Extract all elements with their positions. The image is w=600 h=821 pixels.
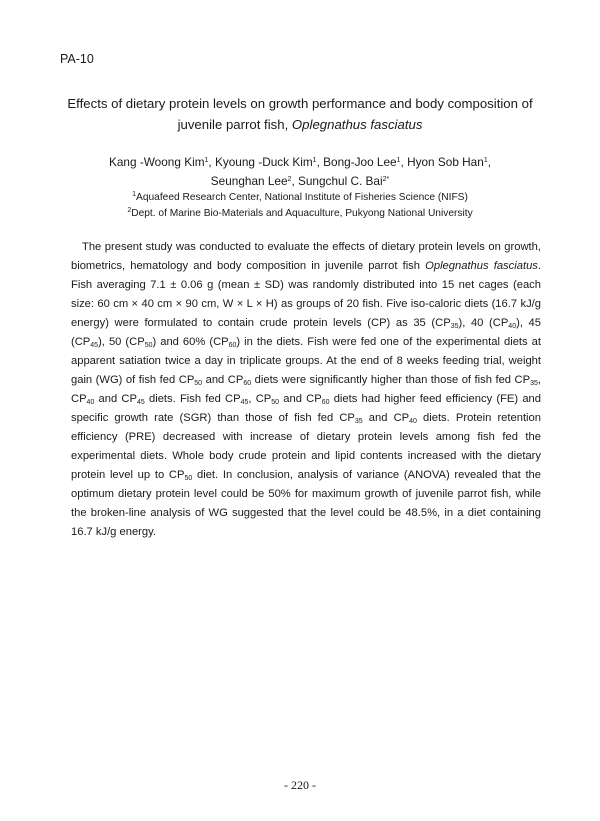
species-name: Oplegnathus fasciatus <box>425 260 538 272</box>
author-separator: , <box>316 155 324 169</box>
author-affil-mark: 2 <box>287 176 292 183</box>
cp-subscript: 50 <box>194 380 203 387</box>
affiliation-2 <box>50 206 550 222</box>
author-separator: , <box>291 174 298 188</box>
abstract-text: , CP <box>248 393 272 405</box>
cp-subscript: 45 <box>136 399 145 406</box>
author-separator: , <box>208 155 215 169</box>
cp-subscript: 50 <box>184 475 193 482</box>
author-name: Sungchul C. Bai <box>298 174 383 188</box>
cp-subscript: 60 <box>228 342 237 349</box>
title-line-2 <box>50 114 550 135</box>
author-line-2 <box>50 172 550 191</box>
cp-subscript: 50 <box>144 342 153 349</box>
title-species: Oplegnathus fasciatus <box>291 117 423 132</box>
affil-text: Aquafeed Research Center, National Institute of Fisheries Science (NIFS) <box>136 192 468 203</box>
cp-subscript: 50 <box>271 399 280 406</box>
affil-text: Dept. of Marine Bio-Materials and Aquaculture, Pukyong National University <box>131 207 473 219</box>
cp-subscript: 60 <box>321 399 330 406</box>
page-number: - 220 - <box>284 778 316 792</box>
abstract-text: The present study was conducted to evaluate the effects of dietary protein levels on growth, biometrics, hematology and body composition in juvenile parrot fish <box>71 241 541 272</box>
abstract-text: and CP <box>362 412 410 424</box>
cp-subscript: 45 <box>90 342 99 349</box>
cp-subscript: 60 <box>243 380 252 387</box>
cp-subscript: 35 <box>354 418 363 425</box>
abstract-text: and CP <box>94 393 137 405</box>
affiliation-list <box>50 190 550 221</box>
title-prefix: juvenile parrot fish, <box>177 117 292 132</box>
affiliation-1 <box>50 190 550 206</box>
abstract-code: PA-10 <box>60 52 94 66</box>
abstract-paragraph <box>71 238 541 542</box>
abstract-text: diets were significantly higher than those of fish fed CP <box>251 374 531 386</box>
abstract-text: diets. Protein retention efficiency (PRE) decreased with increase of dietary protein levels among fish fed the experimental diets. Whole body crude protein and lipid contents increased with the dietary protein level up to CP <box>71 412 541 481</box>
author-separator: , <box>400 155 408 169</box>
abstract-text: and CP <box>279 393 322 405</box>
abstract-text: diets had higher feed efficiency (FE) and specific growth rate (SGR) than those of fish fed CP <box>71 393 541 424</box>
affil-mark: 1 <box>132 191 137 198</box>
cp-subscript: 35 <box>530 380 538 387</box>
abstract-text: and CP <box>202 374 244 386</box>
author-separator: , <box>487 155 491 169</box>
author-name: Kyoung -Duck Kim <box>214 155 313 169</box>
cp-subscript: 40 <box>508 323 517 330</box>
author-name: Kang -Woong Kim <box>109 155 205 169</box>
author-affil-mark: 1 <box>204 157 209 164</box>
paper-title <box>50 93 550 135</box>
affil-mark: 2 <box>127 206 132 214</box>
cp-subscript: 35 <box>450 323 459 330</box>
author-line-1 <box>50 153 550 172</box>
abstract-body <box>71 238 541 542</box>
abstract-text: ), 50 (CP <box>98 336 145 348</box>
cp-subscript: 40 <box>409 418 417 425</box>
abstract-text: diet. In conclusion, analysis of variance (ANOVA) revealed that the optimum dietary protein level could be 50% for maximum growth of juvenile parrot fish, while the broken-line analysis of WG suggested that the level could be 48.5%, in a diet containing 16.7 kJ/g energy. <box>71 469 541 538</box>
abstract-text: ), 45 (CP <box>71 317 542 348</box>
author-affil-mark: 2* <box>382 176 390 183</box>
author-affil-mark: 1 <box>312 157 317 164</box>
abstract-text: ), 40 (CP <box>458 317 509 329</box>
abstract-text: , CP <box>71 374 541 405</box>
author-list <box>50 153 550 191</box>
author-name: Bong-Joo Lee <box>323 155 397 169</box>
abstract-text: . Fish averaging 7.1 ± 0.06 g (mean ± SD) was randomly distributed into 15 net cages (each size: 60 cm × 40 cm × 90 cm, W × L × H) as groups of 20 fish. Five iso-caloric diets (16.7 kJ/g energy) were formulated to contain crude protein levels (CP) as 35 (CP <box>71 260 541 329</box>
author-affil-mark: 1 <box>396 157 401 164</box>
author-affil-mark: 1 <box>483 157 488 164</box>
title-line-1: Effects of dietary protein levels on growth performance and body composition of <box>67 96 533 111</box>
author-name: Seunghan Lee <box>210 174 288 188</box>
abstract-text: ) and 60% (CP <box>152 336 229 348</box>
cp-subscript: 40 <box>86 399 95 406</box>
abstract-text: ) in the diets. Fish were fed one of the experimental diets at apparent satiation twice a day in triplicate groups. At the end of 8 weeks feeding trial, weight gain (WG) of fish fed CP <box>71 336 541 386</box>
author-name: Hyon Sob Han <box>407 155 484 169</box>
cp-subscript: 45 <box>240 399 249 406</box>
abstract-text: diets. Fish fed CP <box>144 393 241 405</box>
